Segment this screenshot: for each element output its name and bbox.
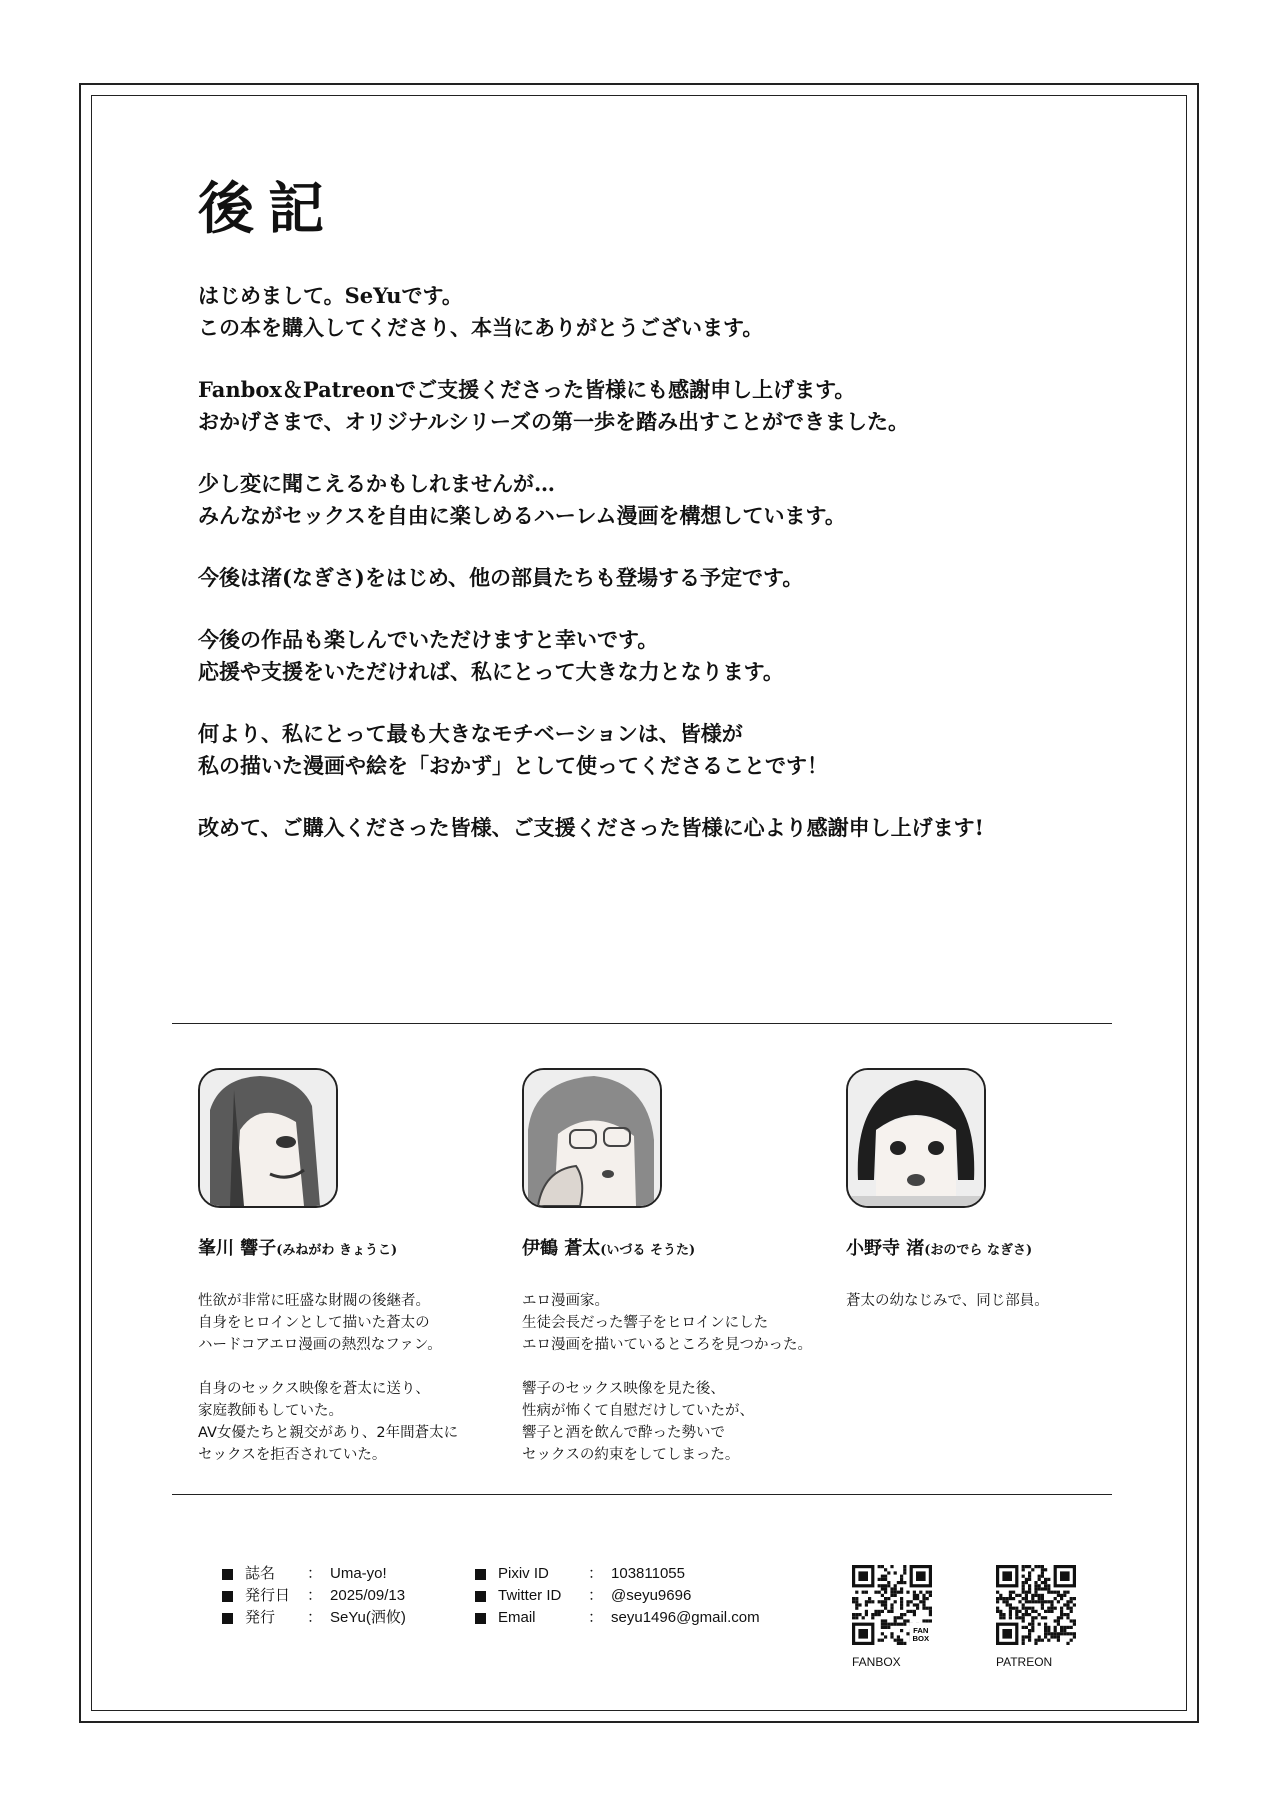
description-paragraph xyxy=(198,1378,518,1466)
paragraph-line: おかげさまで、オリジナルシリーズの第一歩を踏み出すことができました。 xyxy=(198,409,909,434)
description-line: 性病が怖くて自慰だけしていたが、 xyxy=(522,1403,754,1419)
character-description xyxy=(522,1290,842,1466)
description-paragraph xyxy=(198,1290,518,1356)
paragraph xyxy=(198,374,1098,438)
info-row-publisher: 発行 ： SeYu(洒攸) xyxy=(222,1607,406,1629)
qr-label: FANBOX xyxy=(852,1655,901,1669)
paragraph-line: みんながセックスを自由に楽しめるハーレム漫画を構想しています。 xyxy=(198,503,846,528)
info-row-twitter: Twitter ID ： @seyu9696 xyxy=(475,1585,760,1607)
description-line: エロ漫画を描いているところを見つかった。 xyxy=(522,1337,812,1353)
description-paragraph xyxy=(846,1290,1166,1312)
paragraph xyxy=(198,812,1098,844)
bullet-square-icon xyxy=(475,1569,486,1580)
paragraph-line: 応援や支援をいただければ、私にとって大きな力となります。 xyxy=(198,659,784,684)
qr-patreon[interactable] xyxy=(996,1565,1080,1669)
divider-top xyxy=(172,1023,1112,1024)
avatar-sota xyxy=(522,1068,662,1208)
character-description xyxy=(846,1290,1166,1312)
character-card-sota xyxy=(522,1068,842,1488)
description-line: AV女優たちと親交があり、2年間蒼太に xyxy=(198,1425,459,1441)
info-row-date: 発行日 ： 2025/09/13 xyxy=(222,1585,406,1607)
paragraph-line: この本を購入してくださり、本当にありがとうございます。 xyxy=(198,315,764,340)
fanbox-badge-text: FAN xyxy=(913,1625,929,1635)
paragraph xyxy=(198,718,1098,782)
qr-code-icon xyxy=(852,1565,932,1645)
paragraph xyxy=(198,468,1098,532)
description-paragraph xyxy=(522,1378,842,1466)
bullet-square-icon xyxy=(222,1613,233,1624)
fanbox-badge-text: BOX xyxy=(912,1634,930,1644)
paragraph-line: 今後の作品も楽しんでいただけますと幸いです。 xyxy=(198,627,659,652)
afterword-body xyxy=(198,280,1098,874)
description-line: エロ漫画家。 xyxy=(522,1293,609,1309)
description-line: セックスを拒否されていた。 xyxy=(198,1447,387,1463)
description-paragraph xyxy=(522,1290,842,1356)
character-name: 伊鶴 蒼太(いづる そうた) xyxy=(522,1238,696,1259)
character-name: 小野寺 渚(おのでら なぎさ) xyxy=(846,1238,1033,1259)
description-line: 家庭教師もしていた。 xyxy=(198,1403,343,1419)
contact-info xyxy=(475,1563,760,1629)
qr-label: PATREON xyxy=(996,1655,1053,1669)
character-description xyxy=(198,1290,518,1466)
publication-info xyxy=(222,1563,406,1629)
character-name: 峯川 響子(みねがわ きょうこ) xyxy=(198,1238,398,1259)
info-row-email: Email ： seyu1496@gmail.com xyxy=(475,1607,760,1629)
paragraph-line: 改めて、ご購入くださった皆様、ご支援くださった皆様に心より感謝申し上げます! xyxy=(198,815,984,840)
character-card-kyoko xyxy=(198,1068,518,1488)
bullet-square-icon xyxy=(475,1591,486,1602)
character-card-nagisa xyxy=(846,1068,1166,1334)
bullet-square-icon xyxy=(222,1591,233,1602)
paragraph-line: Fanbox＆Patreonでご支援くださった皆様にも感謝申し上げます。 xyxy=(198,377,856,402)
description-line: 蒼太の幼なじみで、同じ部員。 xyxy=(846,1293,1049,1309)
bullet-square-icon xyxy=(222,1569,233,1580)
description-line: セックスの約束をしてしまった。 xyxy=(522,1447,740,1463)
paragraph-line: 何より、私にとって最も大きなモチベーションは、皆様が xyxy=(198,721,743,746)
description-line: 自身のセックス映像を蒼太に送り、 xyxy=(198,1381,430,1397)
description-line: ハードコアエロ漫画の熱烈なファン。 xyxy=(198,1337,442,1353)
description-line: 自身をヒロインとして描いた蒼太の xyxy=(198,1315,430,1331)
paragraph xyxy=(198,562,1098,594)
avatar-nagisa xyxy=(846,1068,986,1208)
bullet-square-icon xyxy=(475,1613,486,1624)
info-row-title: 誌名 ： Uma-yo! xyxy=(222,1563,406,1585)
paragraph-line: 今後は渚(なぎさ)をはじめ、他の部員たちも登場する予定です。 xyxy=(198,565,804,590)
avatar-kyoko xyxy=(198,1068,338,1208)
qr-fanbox[interactable] xyxy=(852,1565,936,1669)
page-title: 後記 xyxy=(198,176,338,242)
divider-bottom xyxy=(172,1494,1112,1495)
paragraph-line: 少し変に聞こえるかもしれませんが… xyxy=(198,471,555,496)
description-line: 響子のセックス映像を見た後、 xyxy=(522,1381,725,1397)
qr-code-icon xyxy=(996,1565,1076,1645)
paragraph-line: はじめまして。SeYuです。 xyxy=(198,283,463,308)
info-row-pixiv: Pixiv ID ： 103811055 xyxy=(475,1563,760,1585)
paragraph xyxy=(198,280,1098,344)
paragraph-line: 私の描いた漫画や絵を「おかず」として使ってくださることです！ xyxy=(198,753,828,778)
description-line: 響子と酒を飲んで酔った勢いで xyxy=(522,1425,725,1441)
paragraph xyxy=(198,624,1098,688)
description-line: 性欲が非常に旺盛な財閥の後継者。 xyxy=(198,1293,430,1309)
description-line: 生徒会長だった響子をヒロインにした xyxy=(522,1315,769,1331)
